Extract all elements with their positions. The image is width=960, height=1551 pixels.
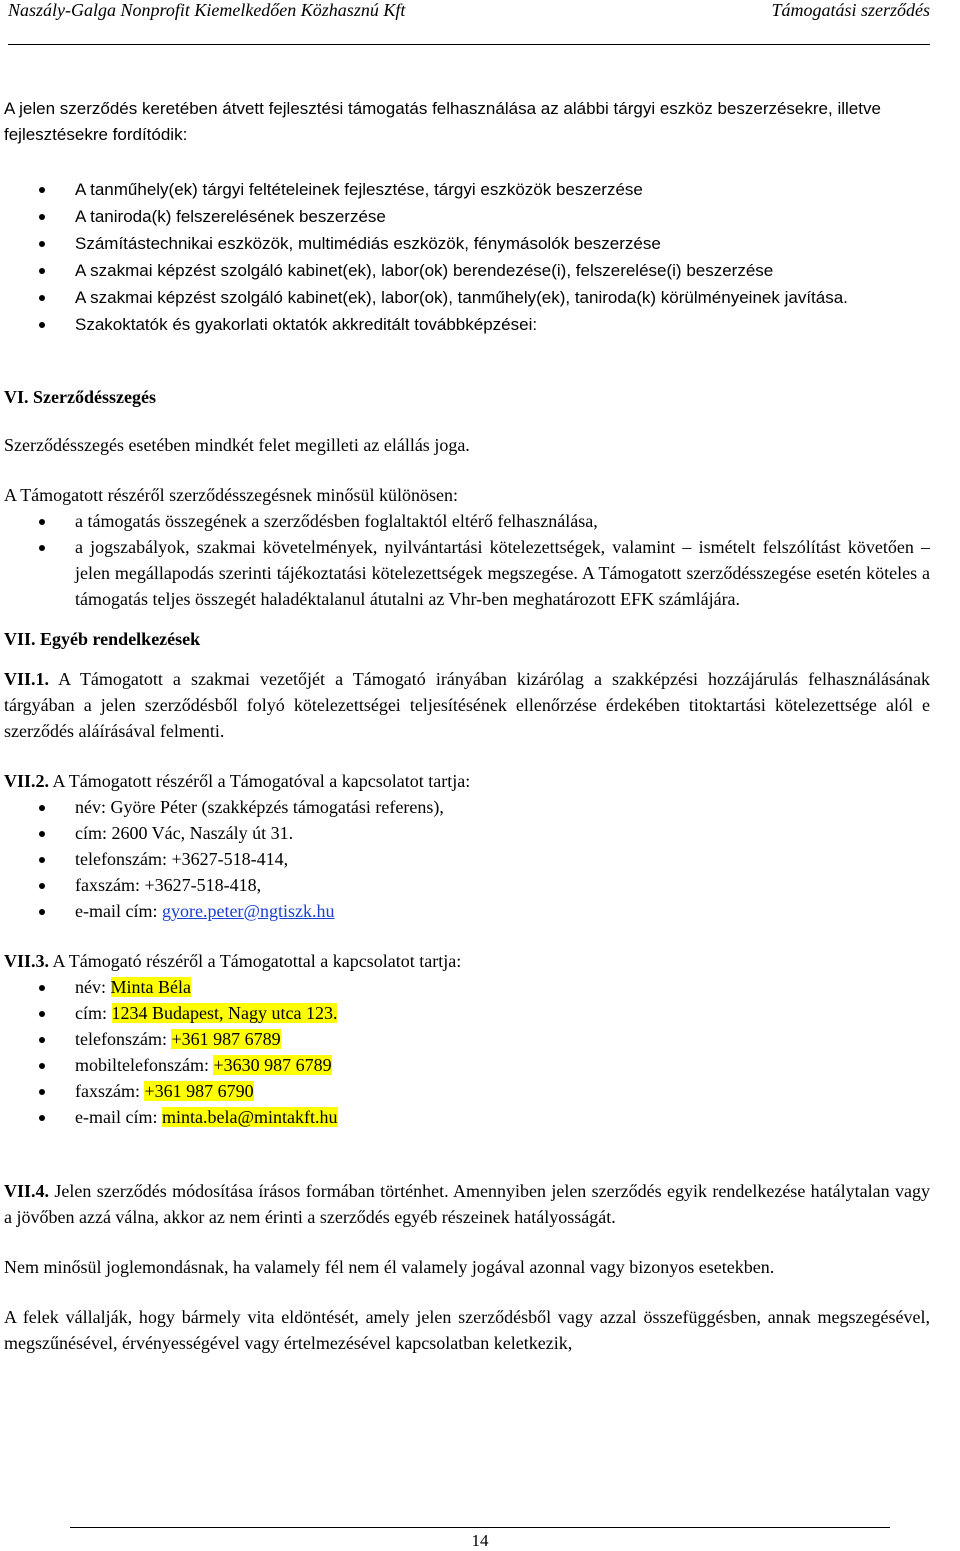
list-item: A szakmai képzést szolgáló kabinet(ek), labor(ok), tanműhely(ek), taniroda(k) körülményeinek javítása. <box>4 284 930 311</box>
breach-bullet-list <box>4 508 930 612</box>
list-item: A tanműhely(ek) tárgyi feltételeinek fejlesztése, tárgyi eszközök beszerzése <box>4 176 930 203</box>
contact-name: név: Györe Péter (szakképzés támogatási referens), <box>4 794 930 820</box>
clause-7-2: VII.2. A Támogatott részéről a Támogatóval a kapcsolatot tartja: <box>4 771 471 791</box>
contact-phone: telefonszám: +361 987 6789 <box>4 1026 930 1052</box>
bullet-icon <box>39 985 45 991</box>
clause-7-1: VII.1. A Támogatott a szakmai vezetőjét a Támogató irányában kizárólag a szakképzési hozzájárulás felhasználásának tárgyában a jelen szerződésből folyó kötelezettségei teljesítésének ellenőrzése érdekében titoktartási kötelezettsége alól e szerződés aláírásával felmenti. <box>4 669 930 741</box>
clause-number: VII.2. <box>4 771 50 791</box>
bullet-icon <box>39 909 45 915</box>
bullet-icon <box>39 1089 45 1095</box>
list-item: A taniroda(k) felszerelésének beszerzése <box>4 203 930 230</box>
list-item: a jogszabályok, szakmai követelmények, nyilvántartási kötelezettségek, valamint – ismételt felszólítást követően – jelen megállapodás szerinti tájékoztatási kötelezettségek megszegése. A Támogatott szerződésszegése esetén köteles a támogatás teljes összegét haladéktalanul átutalni az Vhr-ben meghatározott EFK számlájára. <box>4 534 930 612</box>
bullet-icon <box>39 519 45 525</box>
section-6-heading: VI. Szerződésszegés <box>4 387 156 407</box>
bullet-icon <box>39 857 45 863</box>
page-number: 14 <box>471 1531 489 1550</box>
document-body <box>4 96 930 1356</box>
list-item: a támogatás összegének a szerződésben foglaltaktól eltérő felhasználása, <box>4 508 930 534</box>
contact-mobile: mobiltelefonszám: +3630 987 6789 <box>4 1052 930 1078</box>
intro-paragraph: A jelen szerződés keretében átvett fejlesztési támogatás felhasználása az alábbi tárgyi eszköz beszerzésekre, illetve fejlesztésekre fordítódik: <box>4 99 881 144</box>
bullet-icon <box>39 1011 45 1017</box>
list-item: Számítástechnikai eszközök, multimédiás eszközök, fénymásolók beszerzése <box>4 230 930 257</box>
clause-7-4: VII.4. Jelen szerződés módosítása írásos formában történhet. Amennyiben jelen szerződés egyik rendelkezése hatálytalan vagy a jövőben azzá válna, akkor az nem érinti a szerződés egyéb részeinek hatályosságát. <box>4 1181 930 1227</box>
header-organization: Naszály-Galga Nonprofit Kiemelkedően Közhasznú Kft <box>8 0 406 20</box>
bullet-icon <box>39 1115 45 1121</box>
page-header <box>8 0 930 45</box>
bullet-icon <box>39 295 45 301</box>
header-document-title: Támogatási szerződés <box>771 0 930 20</box>
bullet-icon <box>39 187 45 193</box>
bullet-icon <box>39 883 45 889</box>
bullet-icon <box>39 1037 45 1043</box>
supporter-contact-list <box>4 974 930 1130</box>
bullet-icon <box>39 214 45 220</box>
bullet-icon <box>39 322 45 328</box>
waiver-paragraph: Nem minősül joglemondásnak, ha valamely fél nem él valamely jogával azonnal vagy bizonyos esetekben. <box>4 1257 775 1277</box>
bullet-icon <box>39 268 45 274</box>
dispute-paragraph: A felek vállalják, hogy bármely vita eldöntését, amely jelen szerződésből vagy azzal összefüggésben, annak megszegésével, megszűnésével, érvényességével vagy értelmezésével kapcsolatban keletkezik, <box>4 1307 930 1353</box>
contact-name: név: Minta Béla <box>4 974 930 1000</box>
section-6-text: Szerződésszegés esetében mindkét felet megilleti az elállás joga. <box>4 435 470 455</box>
contact-address: cím: 2600 Vác, Naszály út 31. <box>4 820 930 846</box>
clause-number: VII.4. <box>4 1181 50 1201</box>
contact-email: e-mail cím: gyore.peter@ngtiszk.hu <box>4 898 930 924</box>
clause-number: VII.3. <box>4 951 50 971</box>
clause-7-3: VII.3. A Támogató részéről a Támogatottal a kapcsolatot tartja: <box>4 951 462 971</box>
list-item: A szakmai képzést szolgáló kabinet(ek), labor(ok) berendezése(i), felszerelése(i) beszerzése <box>4 257 930 284</box>
contact-address: cím: 1234 Budapest, Nagy utca 123. <box>4 1000 930 1026</box>
bullet-icon <box>39 241 45 247</box>
contact-fax: faxszám: +3627-518-418, <box>4 872 930 898</box>
clause-number: VII.1. <box>4 669 50 689</box>
section-6-intro: A Támogatott részéről szerződésszegésnek minősül különösen: <box>4 485 459 505</box>
contact-email: e-mail cím: minta.bela@mintakft.hu <box>4 1104 930 1130</box>
bullet-icon <box>39 1063 45 1069</box>
contact-phone: telefonszám: +3627-518-414, <box>4 846 930 872</box>
list-item: Szakoktatók és gyakorlati oktatók akkreditált továbbképzései: <box>4 311 930 338</box>
bullet-icon <box>39 831 45 837</box>
email-link[interactable]: gyore.peter@ngtiszk.hu <box>161 901 335 921</box>
intro-bullet-list <box>4 176 930 338</box>
contact-fax: faxszám: +361 987 6790 <box>4 1078 930 1104</box>
footer-divider <box>70 1527 890 1528</box>
supported-contact-list <box>4 794 930 924</box>
bullet-icon <box>39 545 45 551</box>
bullet-icon <box>39 805 45 811</box>
section-7-heading: VII. Egyéb rendelkezések <box>4 629 201 649</box>
